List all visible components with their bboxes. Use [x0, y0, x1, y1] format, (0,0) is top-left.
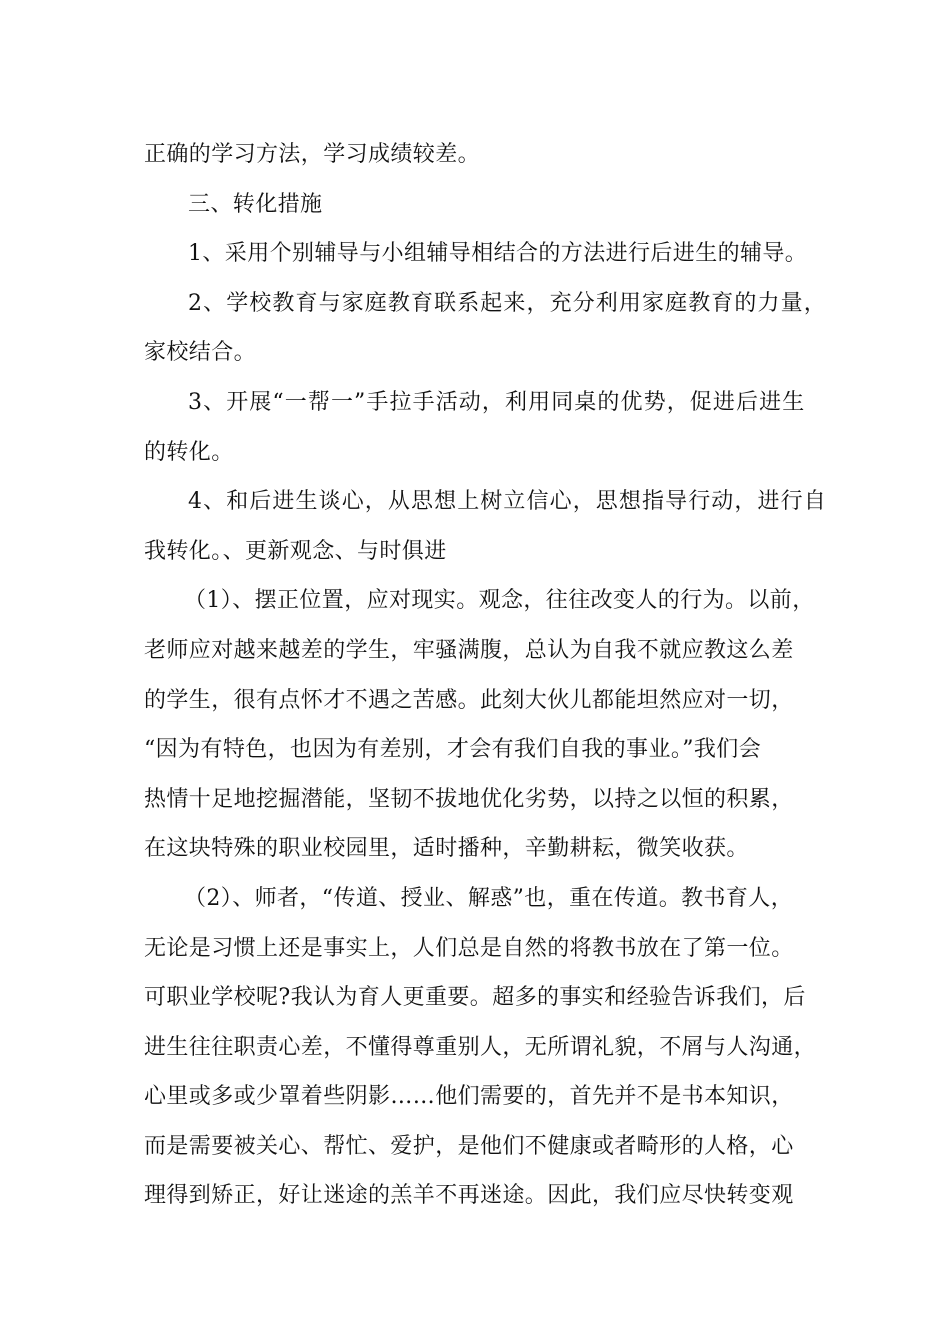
- text-line: 可职业学校呢?我认为育人更重要。超多的事实和经验告诉我们，后: [144, 985, 806, 1011]
- text-line: 的学生，很有点怀才不遇之苦感。此刻大伙儿都能坦然应对一切，: [144, 687, 794, 713]
- text-line: （1）、摆正位置，应对现实。观念，往往改变人的行为。以前，: [184, 588, 815, 614]
- document-body: [144, 130, 827, 1221]
- text-line: 2、学校教育与家庭教育联系起来，充分利用家庭教育的力量，: [188, 290, 827, 316]
- text-line: “因为有特色，也因为有差别，才会有我们自我的事业。”我们会: [144, 737, 762, 763]
- text-line: 理得到矫正，好让迷途的羔羊不再迷途。因此，我们应尽快转变观: [144, 1183, 794, 1209]
- text-line: 4、和后进生谈心，从思想上树立信心，思想指导行动，进行自: [188, 489, 827, 515]
- text-line: 而是需要被关心、帮忙、爱护，是他们不健康或者畸形的人格，心: [144, 1133, 794, 1159]
- text-line: 进生往往职责心差，不懂得尊重别人，无所谓礼貌，不屑与人沟通，: [144, 1034, 817, 1060]
- text-line: 的转化。: [144, 439, 234, 465]
- text-line: （2）、师者，“传道、授业、解惑”也，重在传道。教书育人，: [184, 885, 794, 911]
- text-line: 老师应对越来越差的学生，牢骚满腹，总认为自我不就应教这么差: [144, 637, 794, 663]
- text-line: 3、开展“一帮一”手拉手活动，利用同桌的优势，促进后进生: [188, 389, 806, 415]
- text-line: 无论是习惯上还是事实上，人们总是自然的将教书放在了第一位。: [144, 935, 794, 961]
- text-line: 热情十足地挖掘潜能，坚韧不拔地优化劣势，以持之以恒的积累，: [144, 786, 794, 812]
- text-line: 家校结合。: [144, 340, 257, 366]
- section-heading: 三、转化措施: [188, 191, 323, 217]
- text-line: 我转化。、更新观念、与时俱进: [144, 538, 447, 564]
- text-line: 在这块特殊的职业校园里，适时播种，辛勤耕耘，微笑收获。: [144, 836, 749, 862]
- text-line: 正确的学习方法，学习成绩较差。: [144, 142, 481, 167]
- text-line: 心里或多或少罩着些阴影……他们需要的，首先并不是书本知识，: [144, 1084, 794, 1110]
- text-line: 1、采用个别辅导与小组辅导相结合的方法进行后进生的辅导。: [188, 241, 808, 267]
